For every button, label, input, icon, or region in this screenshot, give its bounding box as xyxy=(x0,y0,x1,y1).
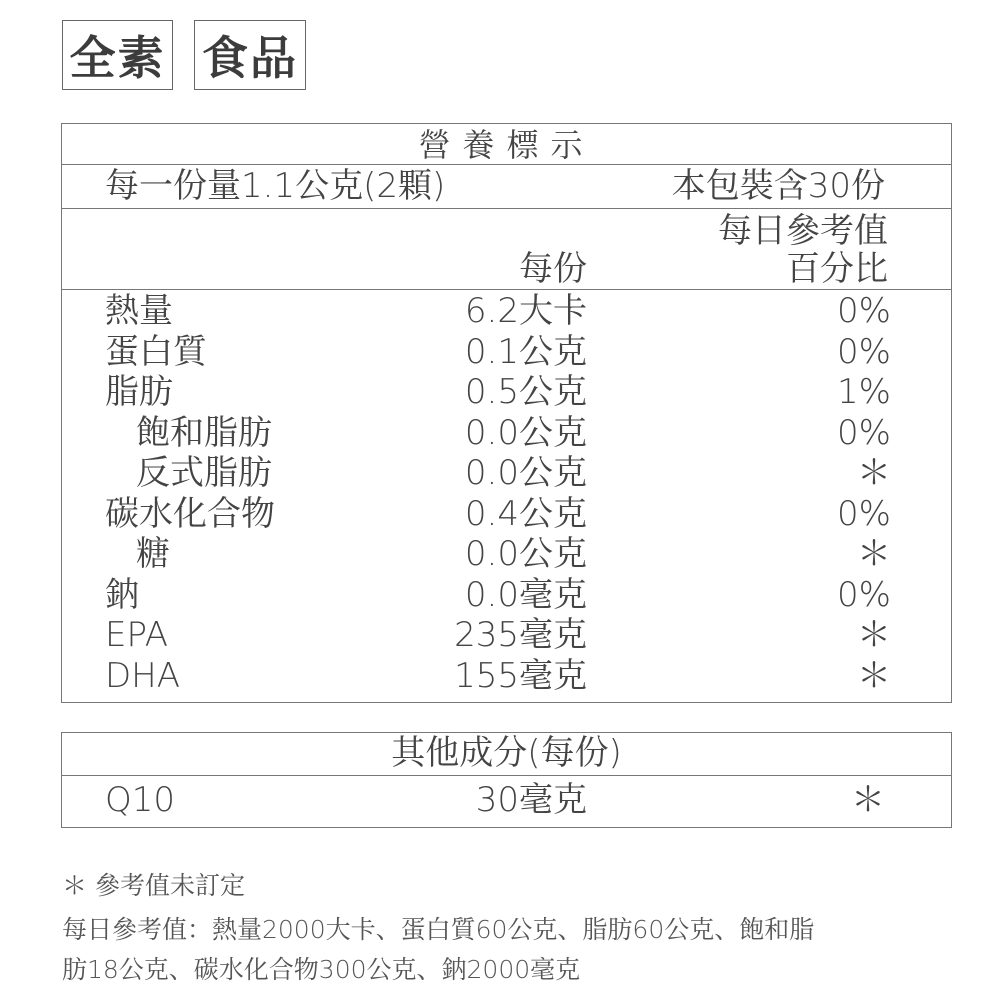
nutrient-amount: 155毫克 xyxy=(454,655,587,696)
nutrient-amount: 6.2大卡 xyxy=(464,291,587,331)
nutrient-amount: 0.0毫克 xyxy=(464,574,587,615)
column-header-per-serving: 每份 xyxy=(519,249,587,289)
other-row-dv: ＊ xyxy=(851,780,885,820)
food-badge: 食品 xyxy=(194,20,306,90)
other-row-amount: 30毫克 xyxy=(475,780,587,820)
nutrient-amount: 0.4公克 xyxy=(464,493,587,534)
nutrient-name: EPA xyxy=(105,615,169,655)
nutrient-daily-value: 1% xyxy=(837,372,891,412)
other-row-name: Q10 xyxy=(105,780,176,820)
other-ingredients-table xyxy=(61,732,952,828)
nutrient-name: 反式脂肪 xyxy=(136,453,272,493)
nutrient-daily-value: 0% xyxy=(837,493,891,534)
reference-note-line2: 肪18公克、碳水化合物300公克、鈉2000毫克 xyxy=(62,955,581,984)
nutrient-daily-value: 0% xyxy=(837,331,891,372)
nutrient-amount: 0.1公克 xyxy=(464,331,587,372)
column-header-dv-line1: 每日參考值 xyxy=(718,211,888,251)
nutrient-daily-value: 0% xyxy=(837,412,891,453)
nutrient-daily-value: ＊ xyxy=(857,655,891,696)
asterisk-note: ＊ 參考值未訂定 xyxy=(62,871,245,900)
nutrient-daily-value: ＊ xyxy=(857,615,891,655)
divider xyxy=(62,289,951,290)
nutrient-amount: 0.0公克 xyxy=(464,412,587,453)
nutrient-name: 碳水化合物 xyxy=(105,493,275,534)
nutrient-name: 熱量 xyxy=(105,291,173,331)
nutrient-amount: 0.0公克 xyxy=(464,534,587,574)
column-header-dv-line2: 百分比 xyxy=(786,249,888,289)
servings-per-package: 本包裝含30份 xyxy=(671,166,885,206)
divider xyxy=(62,208,951,209)
nutrient-name: 脂肪 xyxy=(105,372,173,412)
reference-note-line1: 每日參考值：熱量2000大卡、蛋白質60公克、脂肪60公克、飽和脂 xyxy=(62,915,815,944)
nutrient-daily-value: ＊ xyxy=(857,534,891,574)
nutrient-name: 飽和脂肪 xyxy=(136,412,272,453)
nutrient-name: 糖 xyxy=(136,534,170,574)
nutrition-title: 營養標示 xyxy=(418,126,595,164)
nutrient-name: 鈉 xyxy=(105,574,139,615)
divider xyxy=(62,164,951,165)
divider xyxy=(62,775,951,776)
nutrient-amount: 235毫克 xyxy=(454,615,587,655)
nutrient-daily-value: ＊ xyxy=(857,453,891,493)
nutrient-daily-value: 0% xyxy=(837,291,891,331)
nutrient-daily-value: 0% xyxy=(837,574,891,615)
vegan-badge: 全素 xyxy=(62,20,173,90)
nutrient-amount: 0.0公克 xyxy=(464,453,587,493)
serving-size: 每一份量1.1公克(2顆) xyxy=(105,166,446,206)
nutrient-amount: 0.5公克 xyxy=(464,372,587,412)
other-ingredients-title: 其他成分(每份) xyxy=(391,733,622,773)
nutrition-facts-table xyxy=(61,123,952,703)
nutrient-name: 蛋白質 xyxy=(105,331,207,372)
nutrient-name: DHA xyxy=(105,655,181,696)
